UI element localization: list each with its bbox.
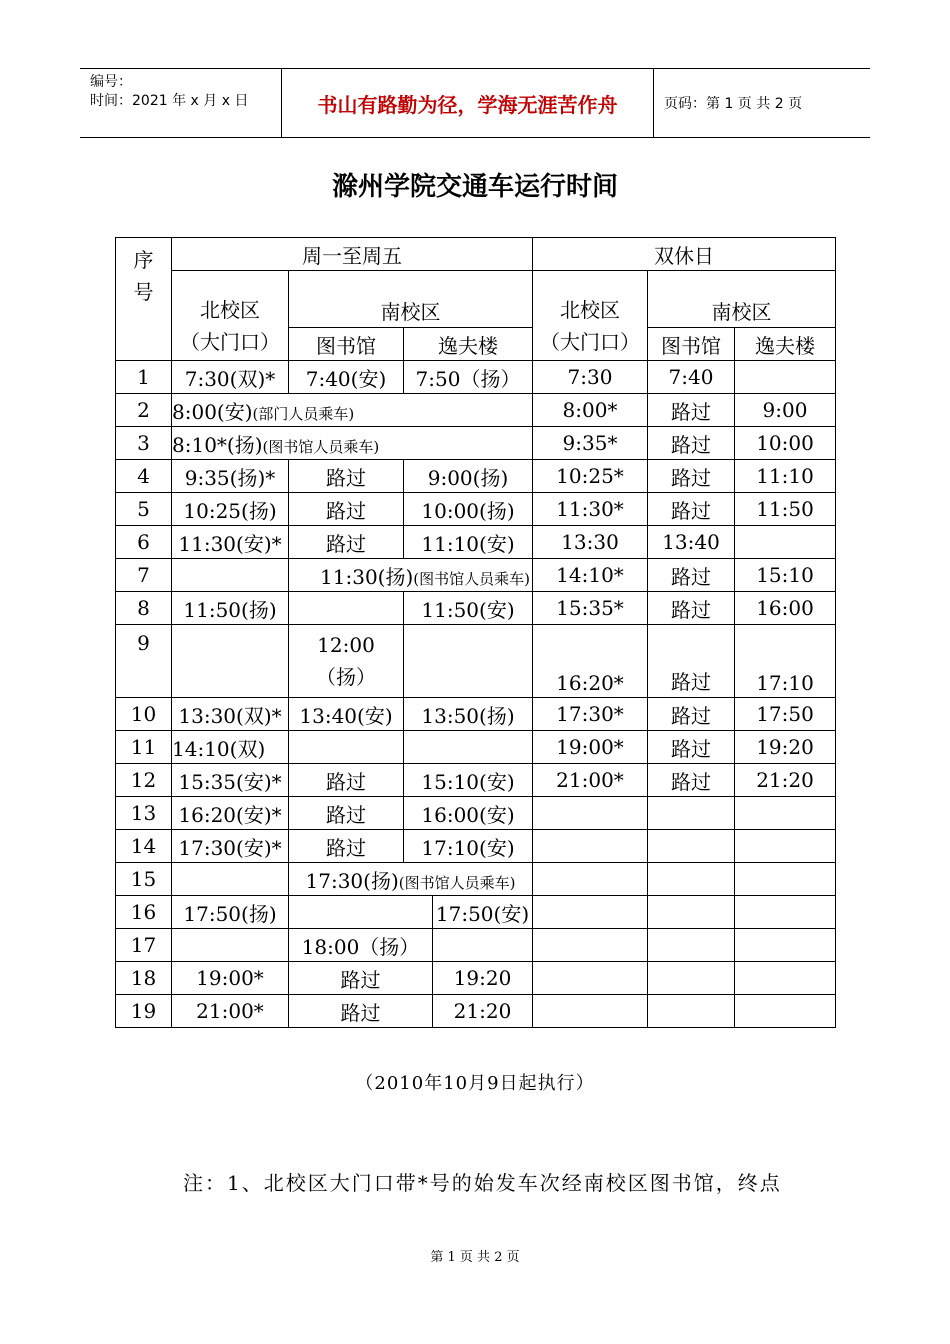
page-footer: 第 1 页 共 2 页	[430, 1250, 520, 1265]
header-north-weekend: 北校区 （大门口）	[533, 271, 648, 361]
table-row	[116, 929, 836, 962]
north-weekday-cell	[172, 559, 289, 592]
yifu-weekday-cell: 21:20	[433, 995, 533, 1028]
library-weekend-cell	[648, 896, 735, 929]
yifu-weekend-cell: 17:10	[735, 625, 836, 698]
table-row	[116, 698, 836, 731]
effective-date: （2010年10月9日起执行）	[355, 1073, 595, 1094]
north-weekday-cell: 11:50(扬)	[172, 592, 289, 625]
library-weekday-cell: 12:00 （扬）	[289, 625, 404, 698]
yifu-weekend-cell	[735, 929, 836, 962]
table-row	[116, 995, 836, 1028]
seq-cell: 7	[116, 559, 172, 592]
header-north-weekday: 北校区 （大门口）	[172, 271, 289, 361]
yifu-weekend-cell: 21:20	[735, 764, 836, 797]
seq-cell: 9	[116, 625, 172, 698]
north-weekday-cell	[172, 929, 289, 962]
header-library-weekday: 图书馆	[289, 328, 404, 361]
north-weekday-cell: 21:00*	[172, 995, 289, 1028]
north-weekday-cell: 16:20(安)*	[172, 797, 289, 830]
yifu-weekend-cell	[735, 896, 836, 929]
header-number: 编号：	[90, 74, 132, 90]
seq-cell: 12	[116, 764, 172, 797]
library-weekday-cell	[289, 896, 433, 929]
north-weekend-cell	[533, 929, 648, 962]
weekday-merged-cell: 8:00(安)(部门人员乘车)	[172, 394, 533, 427]
yifu-weekend-cell: 16:00	[735, 592, 836, 625]
table-row	[116, 559, 836, 592]
yifu-weekend-cell: 9:00	[735, 394, 836, 427]
seq-cell: 5	[116, 493, 172, 526]
yifu-weekend-cell	[735, 863, 836, 896]
header-library-weekend: 图书馆	[648, 328, 735, 361]
south-weekday-merged-cell: 17:30(扬)(图书馆人员乘车)	[289, 863, 533, 896]
yifu-weekday-cell: 9:00(扬)	[404, 460, 533, 493]
header-weekend: 双休日	[533, 238, 836, 271]
north-weekday-cell: 19:00*	[172, 962, 289, 995]
yifu-weekday-cell: 19:20	[433, 962, 533, 995]
north-weekend-cell	[533, 896, 648, 929]
library-weekday-cell: 路过	[289, 797, 404, 830]
header-south-weekend: 南校区	[648, 271, 836, 328]
library-weekday-cell: 路过	[289, 830, 404, 863]
table-row	[116, 526, 836, 559]
header-yifu-weekend: 逸夫楼	[735, 328, 836, 361]
library-weekend-cell: 路过	[648, 493, 735, 526]
yifu-weekend-cell	[735, 962, 836, 995]
yifu-weekend-cell: 17:50	[735, 698, 836, 731]
north-weekend-cell: 16:20*	[533, 625, 648, 698]
north-weekend-cell: 13:30	[533, 526, 648, 559]
table-row	[116, 427, 836, 460]
north-weekend-cell: 8:00*	[533, 394, 648, 427]
library-weekday-cell: 路过	[289, 764, 404, 797]
yifu-weekday-cell: 10:00(扬)	[404, 493, 533, 526]
table-row	[116, 460, 836, 493]
seq-cell: 6	[116, 526, 172, 559]
north-weekend-cell: 11:30*	[533, 493, 648, 526]
document-title: 滁州学院交通车运行时间	[331, 172, 618, 202]
yifu-weekend-cell: 10:00	[735, 427, 836, 460]
north-weekday-cell: 15:35(安)*	[172, 764, 289, 797]
library-weekend-cell: 路过	[648, 764, 735, 797]
seq-cell: 15	[116, 863, 172, 896]
seq-cell: 17	[116, 929, 172, 962]
library-weekday-cell: 18:00（扬）	[289, 929, 433, 962]
seq-cell: 16	[116, 896, 172, 929]
seq-cell: 10	[116, 698, 172, 731]
north-weekday-cell: 13:30(双)*	[172, 698, 289, 731]
north-weekend-cell: 21:00*	[533, 764, 648, 797]
north-weekday-cell	[172, 863, 289, 896]
yifu-weekday-cell: 17:10(安)	[404, 830, 533, 863]
library-weekend-cell: 13:40	[648, 526, 735, 559]
north-weekend-cell: 10:25*	[533, 460, 648, 493]
yifu-weekend-cell: 15:10	[735, 559, 836, 592]
library-weekend-cell	[648, 797, 735, 830]
yifu-weekday-cell: 15:10(安)	[404, 764, 533, 797]
seq-cell: 2	[116, 394, 172, 427]
table-row	[116, 361, 836, 394]
yifu-weekend-cell	[735, 830, 836, 863]
yifu-weekday-cell	[404, 625, 533, 698]
south-weekday-merged-cell: 11:30(扬)(图书馆人员乘车)	[289, 559, 533, 592]
header-seq: 序 号	[116, 238, 172, 361]
north-weekend-cell	[533, 830, 648, 863]
seq-cell: 19	[116, 995, 172, 1028]
header-time: 时间：2021 年 x 月 x 日	[90, 93, 249, 109]
library-weekday-cell: 路过	[289, 460, 404, 493]
library-weekend-cell	[648, 995, 735, 1028]
table-row	[116, 394, 836, 427]
library-weekday-cell: 7:40(安)	[289, 361, 404, 394]
table-row	[116, 731, 836, 764]
north-weekend-cell: 19:00*	[533, 731, 648, 764]
north-weekend-cell	[533, 863, 648, 896]
north-weekday-cell: 9:35(扬)*	[172, 460, 289, 493]
library-weekend-cell	[648, 830, 735, 863]
yifu-weekend-cell	[735, 526, 836, 559]
yifu-weekend-cell: 11:10	[735, 460, 836, 493]
yifu-weekend-cell	[735, 797, 836, 830]
north-weekend-cell: 15:35*	[533, 592, 648, 625]
header-meta	[80, 69, 282, 137]
library-weekend-cell: 路过	[648, 559, 735, 592]
library-weekend-cell: 7:40	[648, 361, 735, 394]
north-weekend-cell: 14:10*	[533, 559, 648, 592]
library-weekend-cell: 路过	[648, 460, 735, 493]
library-weekend-cell: 路过	[648, 427, 735, 460]
yifu-weekday-cell: 17:50(安)	[433, 896, 533, 929]
library-weekday-cell	[289, 592, 404, 625]
table-row	[116, 863, 836, 896]
yifu-weekday-cell: 16:00(安)	[404, 797, 533, 830]
north-weekend-cell	[533, 962, 648, 995]
note-text: 注：1、北校区大门口带*号的始发车次经南校区图书馆，终点	[183, 1171, 782, 1195]
library-weekend-cell: 路过	[648, 592, 735, 625]
header-yifu-weekday: 逸夫楼	[404, 328, 533, 361]
table-row	[116, 625, 836, 698]
north-weekend-cell	[533, 797, 648, 830]
header-page-info: 页码：第 1 页 共 2 页	[664, 96, 803, 112]
library-weekday-cell: 13:40(安)	[289, 698, 404, 731]
header-weekday: 周一至周五	[172, 238, 533, 271]
table-row	[116, 764, 836, 797]
north-weekend-cell: 17:30*	[533, 698, 648, 731]
table-row	[116, 830, 836, 863]
north-weekend-cell: 9:35*	[533, 427, 648, 460]
north-weekend-cell: 7:30	[533, 361, 648, 394]
north-weekday-cell: 10:25(扬)	[172, 493, 289, 526]
library-weekday-cell: 路过	[289, 962, 433, 995]
library-weekend-cell	[648, 863, 735, 896]
north-weekday-cell: 11:30(安)*	[172, 526, 289, 559]
north-weekday-cell: 17:30(安)*	[172, 830, 289, 863]
seq-cell: 14	[116, 830, 172, 863]
library-weekend-cell: 路过	[648, 731, 735, 764]
table-row	[116, 493, 836, 526]
north-weekday-cell: 14:10(双)	[172, 731, 289, 764]
library-weekend-cell	[648, 962, 735, 995]
seq-cell: 11	[116, 731, 172, 764]
library-weekend-cell: 路过	[648, 394, 735, 427]
yifu-weekday-cell	[433, 929, 533, 962]
library-weekend-cell: 路过	[648, 625, 735, 698]
table-row	[116, 896, 836, 929]
library-weekend-cell: 路过	[648, 698, 735, 731]
seq-cell: 3	[116, 427, 172, 460]
library-weekday-cell	[289, 731, 404, 764]
seq-cell: 8	[116, 592, 172, 625]
table-row	[116, 797, 836, 830]
yifu-weekend-cell	[735, 361, 836, 394]
weekday-merged-cell: 8:10*(扬)(图书馆人员乘车)	[172, 427, 533, 460]
document-header	[80, 68, 870, 138]
yifu-weekend-cell: 11:50	[735, 493, 836, 526]
north-weekday-cell: 7:30(双)*	[172, 361, 289, 394]
header-south-weekday: 南校区	[289, 271, 533, 328]
yifu-weekday-cell: 13:50(扬)	[404, 698, 533, 731]
library-weekday-cell: 路过	[289, 995, 433, 1028]
north-weekday-cell: 17:50(扬)	[172, 896, 289, 929]
seq-cell: 1	[116, 361, 172, 394]
seq-cell: 4	[116, 460, 172, 493]
yifu-weekend-cell	[735, 995, 836, 1028]
schedule-table	[115, 237, 836, 1028]
header-motto: 书山有路勤为径，学海无涯苦作舟	[282, 69, 654, 137]
seq-cell: 18	[116, 962, 172, 995]
library-weekday-cell: 路过	[289, 493, 404, 526]
yifu-weekday-cell: 11:10(安)	[404, 526, 533, 559]
library-weekday-cell: 路过	[289, 526, 404, 559]
yifu-weekday-cell: 7:50（扬）	[404, 361, 533, 394]
yifu-weekend-cell: 19:20	[735, 731, 836, 764]
yifu-weekday-cell: 11:50(安)	[404, 592, 533, 625]
north-weekday-cell	[172, 625, 289, 698]
yifu-weekday-cell	[404, 731, 533, 764]
table-row	[116, 962, 836, 995]
north-weekend-cell	[533, 995, 648, 1028]
table-row	[116, 592, 836, 625]
seq-cell: 13	[116, 797, 172, 830]
library-weekend-cell	[648, 929, 735, 962]
